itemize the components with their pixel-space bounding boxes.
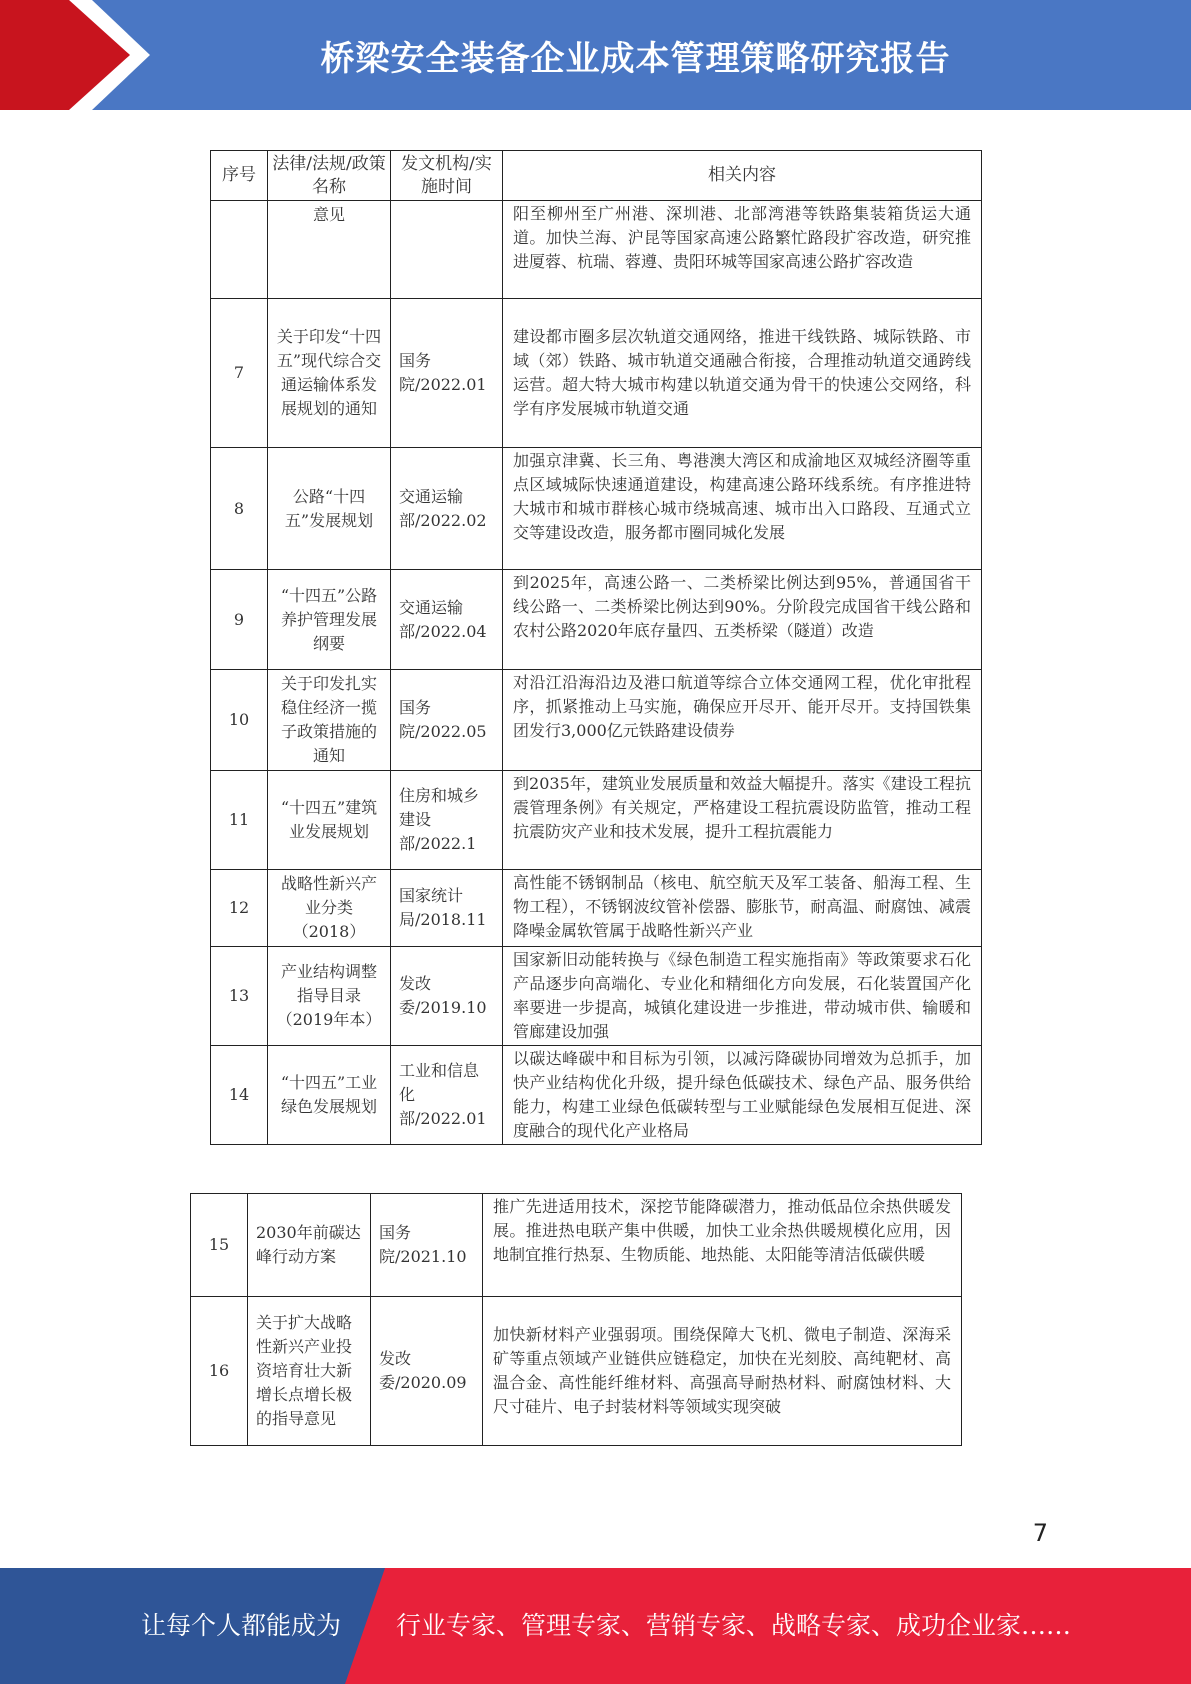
table-row (211, 771, 982, 870)
policy-name: 关于扩大战略性新兴产业投资培育壮大新增长点增长极的指导意见 (248, 1297, 371, 1446)
row-number: 8 (211, 448, 268, 570)
policy-content: 到2025年，高速公路一、二类桥梁比例达到95%，普通国省干线公路一、二类桥梁比例达到90%。分阶段完成国省干线公路和农村公路2020年底存量四、五类桥梁（隧道）改造 (503, 570, 982, 670)
table-row (211, 870, 982, 947)
policy-name: “十四五”工业绿色发展规划 (268, 1046, 391, 1145)
table-row (211, 570, 982, 670)
table-header-row (211, 151, 982, 201)
policy-table-continued (190, 1193, 962, 1446)
policy-content: 加快新材料产业强弱项。围绕保障大飞机、微电子制造、深海采矿等重点领域产业链供应链稳定，加快在光刻胶、高纯靶材、高温合金、高性能纤维材料、高强高导耐热材料、耐腐蚀材料、大尺寸硅片、电子封装材料等领域实现突破 (483, 1297, 962, 1446)
table-row (211, 299, 982, 448)
row-number (211, 201, 268, 299)
policy-content: 对沿江沿海沿边及港口航道等综合立体交通网工程，优化审批程序，抓紧推动上马实施，确保应开尽开、能开尽开。支持国铁集团发行3,000亿元铁路建设债券 (503, 670, 982, 771)
policy-content: 国家新旧动能转换与《绿色制造工程实施指南》等政策要求石化产品逐步向高端化、专业化和精细化方向发展，石化装置国产化率要进一步提高，城镇化建设进一步推进，带动城市供、输暖和管廊建设加强 (503, 947, 982, 1046)
policy-content: 到2035年，建筑业发展质量和效益大幅提升。落实《建设工程抗震管理条例》有关规定，严格建设工程抗震设防监管，推动工程抗震防灾产业和技术发展，提升工程抗震能力 (503, 771, 982, 870)
agency-date: 国家统计局/2018.11 (391, 870, 503, 947)
policy-table (210, 150, 982, 1145)
report-title: 桥梁安全装备企业成本管理策略研究报告 (320, 38, 951, 79)
agency-date: 发改委/2020.09 (371, 1297, 483, 1446)
policy-content: 推广先进适用技术，深挖节能降碳潜力，推动低品位余热供暖发展。推进热电联产集中供暖，加快工业余热供暖规模化应用，因地制宜推行热泵、生物质能、地热能、太阳能等清洁低碳供暖 (483, 1194, 962, 1297)
page-footer (0, 1568, 1191, 1684)
policy-content: 高性能不锈钢制品（核电、航空航天及军工装备、船海工程、生物工程），不锈钢波纹管补偿器、膨胀节，耐高温、耐腐蚀、减震降噪金属软管属于战略性新兴产业 (503, 870, 982, 947)
agency-date: 交通运输部/2022.04 (391, 570, 503, 670)
column-header-content: 相关内容 (503, 151, 982, 201)
policy-name: 战略性新兴产业分类（2018） (268, 870, 391, 947)
agency-date: 发改委/2019.10 (391, 947, 503, 1046)
agency-date: 国务院/2021.10 (371, 1194, 483, 1297)
row-number: 7 (211, 299, 268, 448)
table-row (211, 670, 982, 771)
policy-name: 公路“十四五”发展规划 (268, 448, 391, 570)
policy-content: 以碳达峰碳中和目标为引领，以减污降碳协同增效为总抓手，加快产业结构优化升级，提升绿色低碳技术、绿色产品、服务供给能力，构建工业绿色低碳转型与工业赋能绿色发展相互促进、深度融合的现代化产业格局 (503, 1046, 982, 1145)
column-header-agency: 发文机构/实施时间 (391, 151, 503, 201)
policy-name: “十四五”建筑业发展规划 (268, 771, 391, 870)
agency-date (391, 201, 503, 299)
column-header-number: 序号 (211, 151, 268, 201)
agency-date: 住房和城乡建设部/2022.1 (391, 771, 503, 870)
agency-date: 工业和信息化部/2022.01 (391, 1046, 503, 1145)
policy-name: 产业结构调整指导目录（2019年本） (268, 947, 391, 1046)
policy-name: “十四五”公路养护管理发展纲要 (268, 570, 391, 670)
row-number: 12 (211, 870, 268, 947)
row-number: 16 (191, 1297, 248, 1446)
page-header (0, 0, 1191, 110)
column-header-policy-name: 法律/法规/政策名称 (268, 151, 391, 201)
footer-slogan-right: 行业专家、管理专家、营销专家、战略专家、成功企业家…… (396, 1611, 1072, 1640)
agency-date: 国务院/2022.01 (391, 299, 503, 448)
row-number: 9 (211, 570, 268, 670)
policy-content: 建设都市圈多层次轨道交通网络，推进干线铁路、城际铁路、市域（郊）铁路、城市轨道交通融合衔接，合理推动轨道交通跨线运营。超大特大城市构建以轨道交通为骨干的快速公交网络，科学有序发展城市轨道交通 (503, 299, 982, 448)
agency-date: 国务院/2022.05 (391, 670, 503, 771)
table-row (211, 201, 982, 299)
footer-slogan-left: 让每个人都能成为 (141, 1611, 342, 1640)
row-number: 10 (211, 670, 268, 771)
row-number: 15 (191, 1194, 248, 1297)
row-number: 11 (211, 771, 268, 870)
policy-name: 2030年前碳达峰行动方案 (248, 1194, 371, 1297)
policy-content: 阳至柳州至广州港、深圳港、北部湾港等铁路集装箱货运大通道。加快兰海、沪昆等国家高速公路繁忙路段扩容改造，研究推进厦蓉、杭瑞、蓉遵、贵阳环城等国家高速公路扩容改造 (503, 201, 982, 299)
policy-name: 关于印发扎实稳住经济一揽子政策措施的通知 (268, 670, 391, 771)
table-row (211, 448, 982, 570)
page-number: 7 (1032, 1519, 1048, 1547)
table-row (211, 1046, 982, 1145)
table-row (191, 1297, 962, 1446)
agency-date: 交通运输部/2022.02 (391, 448, 503, 570)
row-number: 13 (211, 947, 268, 1046)
policy-content: 加强京津冀、长三角、粤港澳大湾区和成渝地区双城经济圈等重点区域城际快速通道建设，构建高速公路环线系统。有序推进特大城市和城市群核心城市绕城高速、城市出入口路段、互通式立交等建设改造，服务都市圈同城化发展 (503, 448, 982, 570)
table-row (211, 947, 982, 1046)
row-number: 14 (211, 1046, 268, 1145)
policy-name: 关于印发“十四五”现代综合交通运输体系发展规划的通知 (268, 299, 391, 448)
table-row (191, 1194, 962, 1297)
policy-name: 意见 (268, 201, 391, 299)
